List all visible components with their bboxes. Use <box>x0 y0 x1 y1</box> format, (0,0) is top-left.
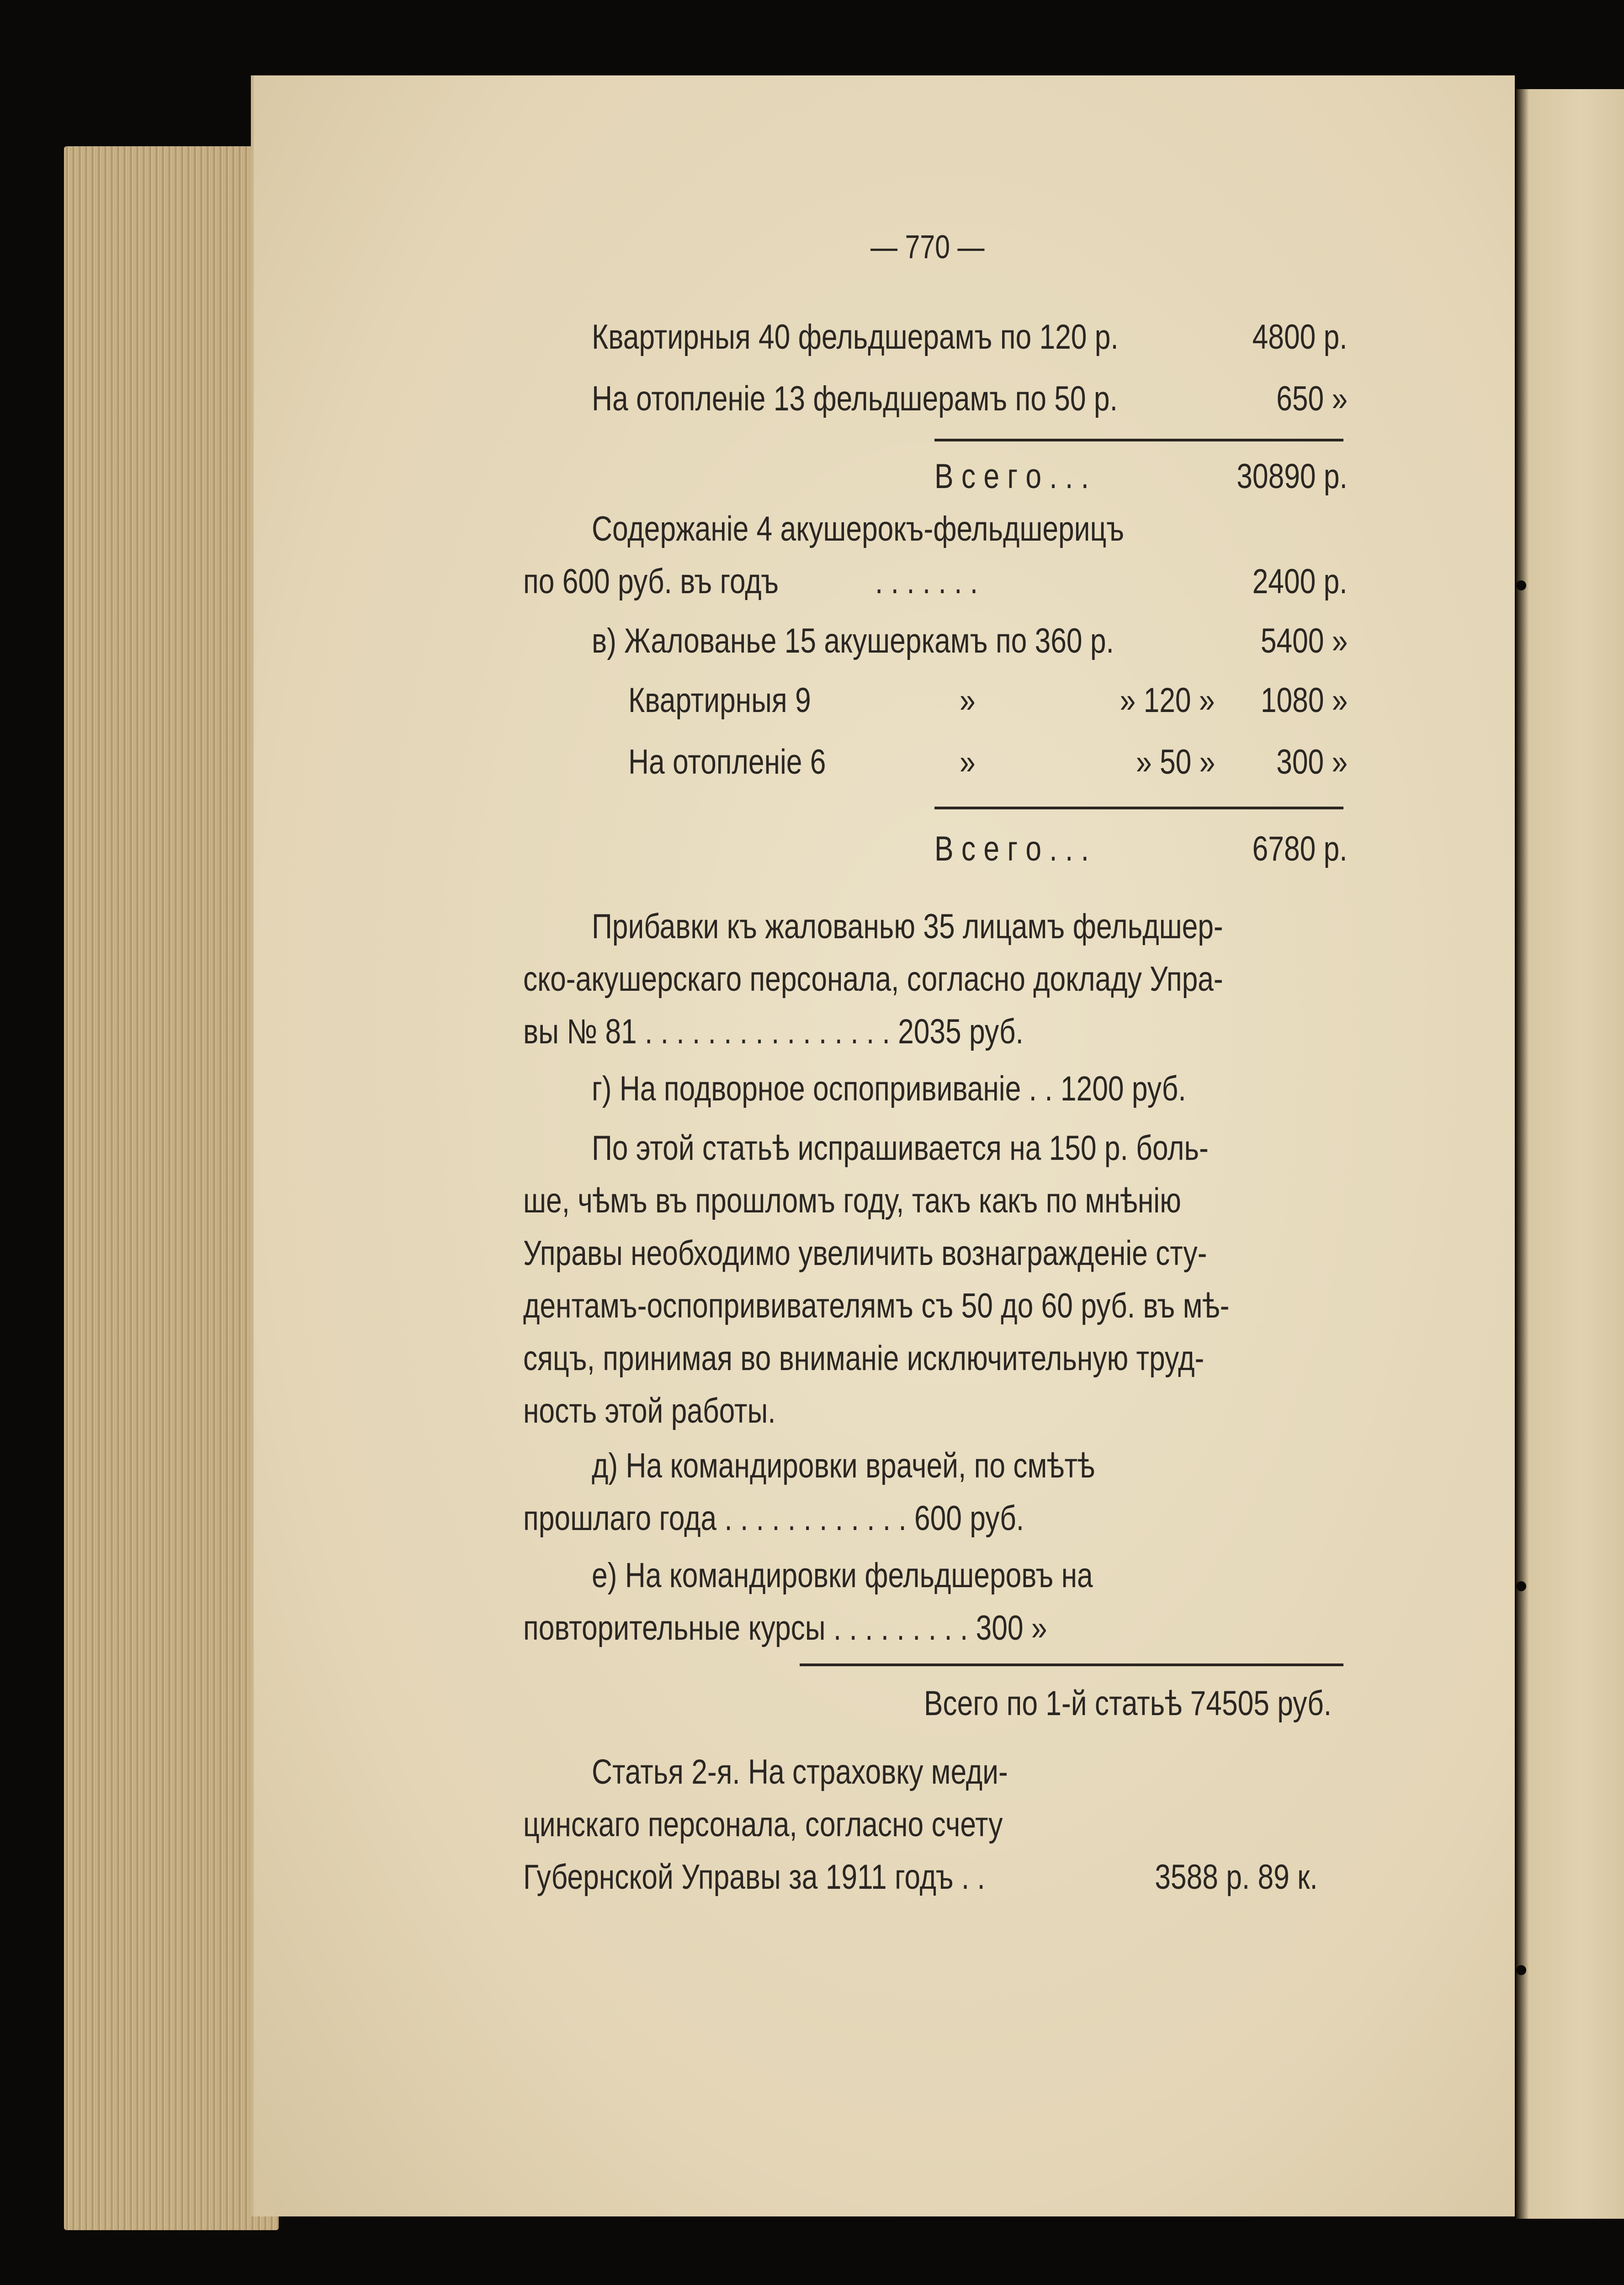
page-number: — 770 — <box>870 229 985 266</box>
sum-rule <box>800 1663 1343 1666</box>
text-line: По этой статьѣ испрашивается на 150 р. боль- <box>592 1129 1209 1168</box>
row-label: На отопленіе 6 <box>628 743 826 781</box>
binding-hole <box>1516 1965 1526 1975</box>
item-value: 2400 р. <box>1252 562 1348 601</box>
item-line: по 600 руб. въ годъ <box>523 562 779 601</box>
item-line: повторительные курсы . . . . . . . . . 300 » <box>523 1609 1047 1647</box>
text-line: Губернской Управы за 1911 годъ . . <box>523 1858 985 1897</box>
text-line: ско-акушерскаго персонала, согласно докладу Упра- <box>523 960 1223 999</box>
total-value: 30890 р. <box>1237 457 1348 496</box>
text-line: цинскаго персонала, согласно счету <box>523 1805 1003 1844</box>
row-value: 650 » <box>1276 379 1348 418</box>
row-rate: » 50 » <box>1136 743 1215 781</box>
row-rate: » 120 » <box>1120 681 1215 720</box>
text-line: ше, чѣмъ въ прошломъ году, такъ какъ по мнѣнію <box>523 1181 1181 1220</box>
row-label: Квартирныя 40 фельдшерамъ по 120 р. <box>592 318 1119 356</box>
item-line: прошлаго года . . . . . . . . . . . . 600 руб. <box>523 1499 1024 1538</box>
item-line: д) На командировки врачей, по смѣтѣ <box>592 1446 1095 1485</box>
row-value: 1080 » <box>1260 681 1348 720</box>
sum-rule <box>934 439 1343 441</box>
dot-leader: . . . . . . . <box>875 562 978 601</box>
text-line: Управы необходимо увеличить вознагражденіе сту- <box>523 1234 1207 1273</box>
text-line: дентамъ-оспопрививателямъ съ 50 до 60 руб. въ мѣ- <box>523 1286 1230 1325</box>
text-line: ность этой работы. <box>523 1392 776 1430</box>
item-line: г) На подворное оспопрививаніе . . 1200 руб. <box>592 1069 1186 1108</box>
article-total: Всего по 1-й статьѣ 74505 руб. <box>923 1684 1332 1723</box>
total-label: В с е г о . . . <box>934 829 1089 868</box>
item-line: Содержаніе 4 акушерокъ-фельдшерицъ <box>592 510 1125 548</box>
row-value: 300 » <box>1276 743 1348 781</box>
row-value: 5400 » <box>1260 622 1348 660</box>
total-label: В с е г о . . . <box>934 457 1089 496</box>
binding-hole <box>1516 580 1526 590</box>
row-value: 4800 р. <box>1252 318 1348 356</box>
total-value: 6780 р. <box>1252 829 1348 868</box>
binding-hole <box>1516 1581 1526 1591</box>
ditto-mark: » <box>960 743 976 781</box>
row-label: На отопленіе 13 фельдшерамъ по 50 р. <box>592 379 1118 418</box>
ditto-mark: » <box>960 681 976 720</box>
text-line: вы № 81 . . . . . . . . . . . . . . . . 2035 руб. <box>523 1012 1024 1051</box>
sum-rule <box>934 807 1343 809</box>
item-line: е) На командировки фельдшеровъ на <box>592 1556 1093 1595</box>
text-line: Прибавки къ жалованью 35 лицамъ фельдшер- <box>592 907 1223 946</box>
row-label: в) Жалованье 15 акушеркамъ по 360 р. <box>592 622 1114 660</box>
row-label: Квартирныя 9 <box>628 681 811 720</box>
text-line: сяцъ, принимая во вниманіе исключительную труд- <box>523 1339 1205 1378</box>
item-value: 3588 р. 89 к. <box>1155 1858 1318 1897</box>
text-line: Статья 2-я. На страховку меди- <box>592 1753 1008 1791</box>
facing-page <box>1516 89 1624 2219</box>
book-page-edges <box>64 146 279 2230</box>
